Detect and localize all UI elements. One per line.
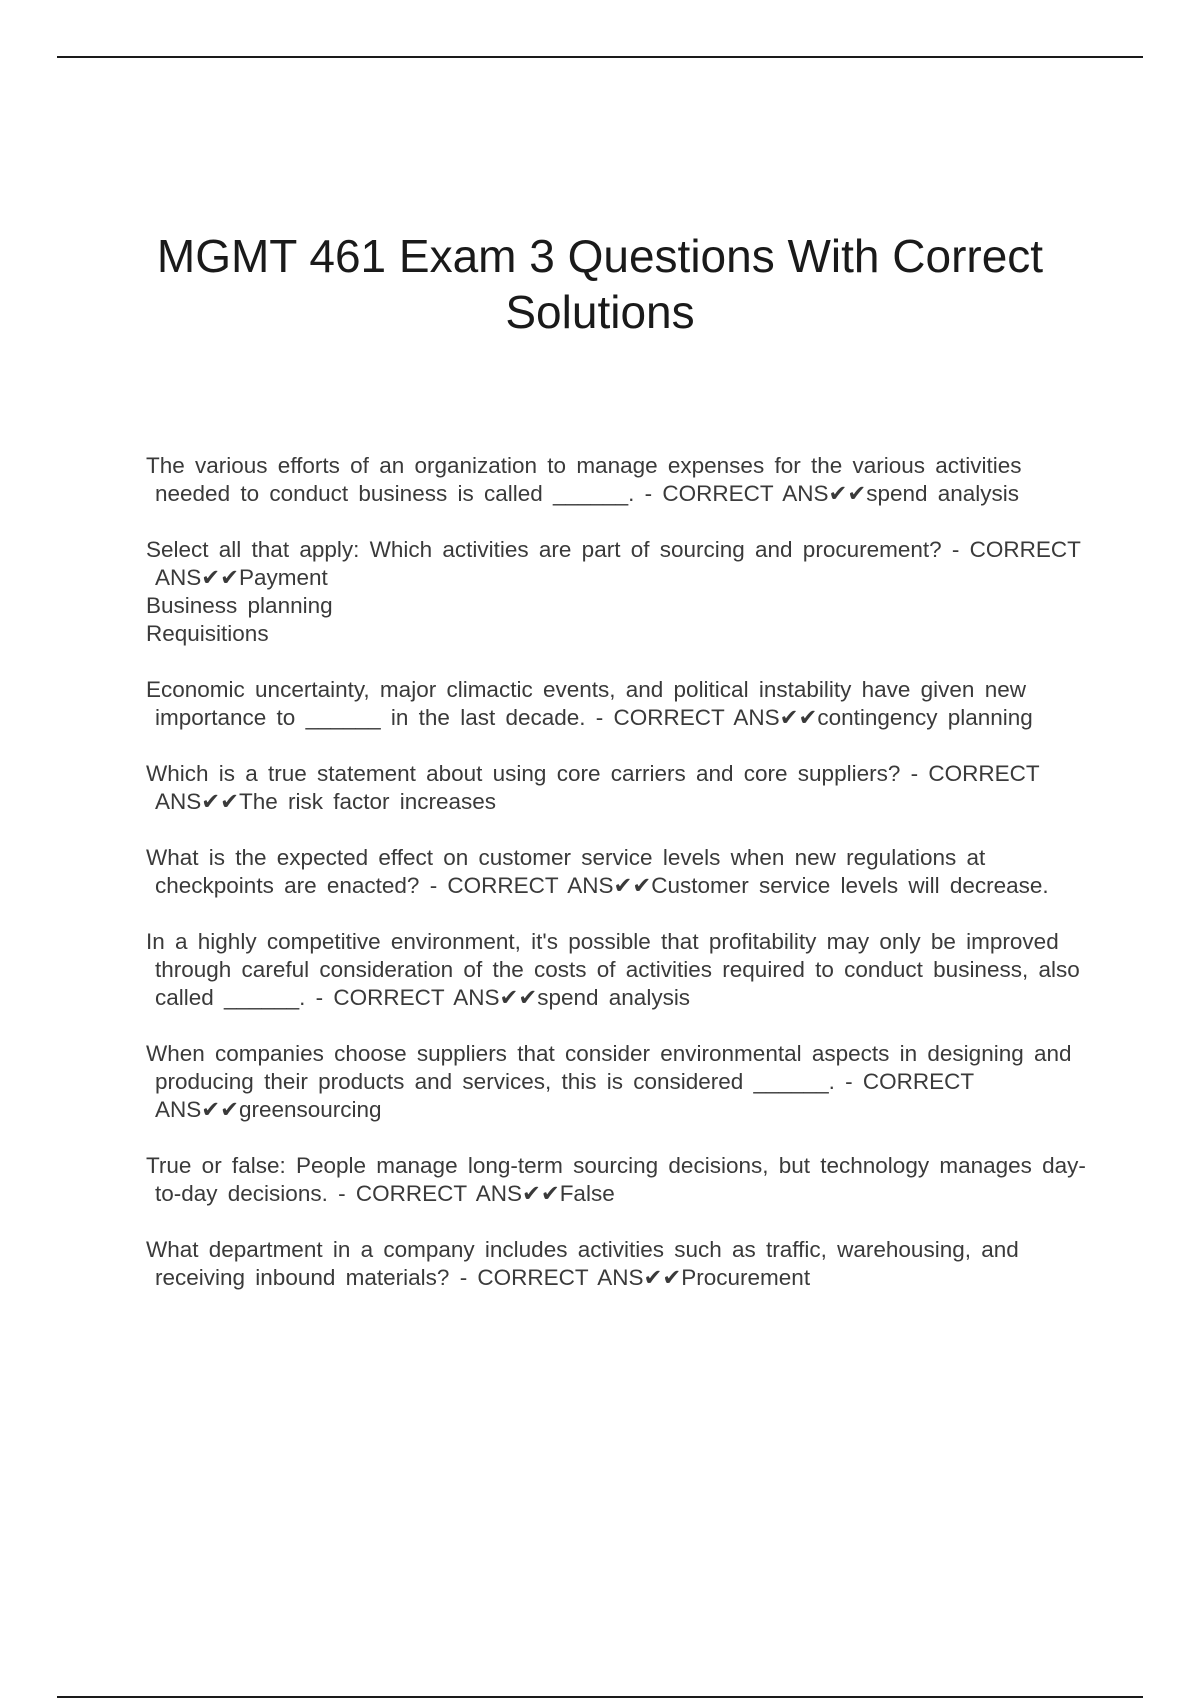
question-text: What is the expected effect on customer service levels when new regulations at checkpoints are enacted? [146, 845, 986, 898]
qa-question-block [146, 844, 1106, 900]
answer-marker: - CORRECT ANS✔✔ [644, 481, 867, 506]
qa-item [146, 844, 1106, 900]
answer-marker: - CORRECT ANS✔✔ [315, 985, 538, 1010]
title-line-1: MGMT 461 Exam 3 Questions With Correct [156, 230, 1044, 282]
qa-item [146, 928, 1106, 1012]
answer-text: spend analysis [537, 985, 691, 1010]
answer-text: contingency planning [817, 705, 1033, 730]
answer-marker: - CORRECT ANS✔✔ [459, 1265, 682, 1290]
qa-question-block [146, 1152, 1106, 1208]
question-text: When companies choose suppliers that consider environmental aspects in designing and producing their products and services, this is considered ______. [146, 1041, 1072, 1094]
qa-item [146, 1152, 1106, 1208]
answer-text: greensourcing [238, 1097, 382, 1122]
answer-text: Payment [238, 565, 328, 590]
qa-question-block [146, 452, 1106, 508]
qa-question-block [146, 760, 1106, 816]
qa-question-block [146, 676, 1106, 732]
title-line-2: Solutions [505, 286, 695, 338]
question-text: Economic uncertainty, major climactic events, and political instability have given new importance to ______ in the last decade. [146, 677, 1026, 730]
answer-extra-line: Requisitions [146, 621, 269, 646]
answer-marker: - CORRECT ANS✔✔ [595, 705, 818, 730]
qa-question-block [146, 1236, 1106, 1292]
question-text: Select all that apply: Which activities are part of sourcing and procurement? [146, 537, 942, 562]
qa-item [146, 760, 1106, 816]
qa-item [146, 1236, 1106, 1292]
top-rule [57, 56, 1143, 58]
qa-item [146, 536, 1106, 648]
question-text: True or false: People manage long-term sourcing decisions, but technology manages day-to-day decisions. [146, 1153, 1086, 1206]
qa-question-block [146, 1040, 1106, 1124]
qa-question-block [146, 928, 1106, 1012]
question-text: What department in a company includes activities such as traffic, warehousing, and receiving inbound materials? [146, 1237, 1019, 1290]
answer-text: Procurement [681, 1265, 811, 1290]
question-text: Which is a true statement about using core carriers and core suppliers? [146, 761, 901, 786]
question-text: The various efforts of an organization to manage expenses for the various activities needed to conduct business is called ______. [146, 453, 1022, 506]
question-list [146, 452, 1106, 1320]
answer-marker: - CORRECT ANS✔✔ [155, 1069, 974, 1122]
answer-text: False [559, 1181, 615, 1206]
bottom-rule [57, 1696, 1143, 1698]
answer-extra-line: Business planning [146, 593, 333, 618]
answer-text: spend analysis [866, 481, 1020, 506]
answer-text: The risk factor increases [238, 789, 497, 814]
answer-marker: - CORRECT ANS✔✔ [338, 1181, 560, 1206]
answer-text: Customer service levels will decrease. [651, 873, 1049, 898]
document-title [100, 228, 1100, 340]
qa-question-block [146, 536, 1106, 592]
answer-marker: - CORRECT ANS✔✔ [155, 761, 1040, 814]
answer-marker: - CORRECT ANS✔✔ [155, 537, 1081, 590]
qa-item [146, 452, 1106, 508]
question-text: In a highly competitive environment, it's possible that profitability may only be improved through careful consideration of the costs of activities required to conduct business, also called ______. [146, 929, 1080, 1010]
qa-item [146, 1040, 1106, 1124]
qa-item [146, 676, 1106, 732]
answer-marker: - CORRECT ANS✔✔ [429, 873, 652, 898]
